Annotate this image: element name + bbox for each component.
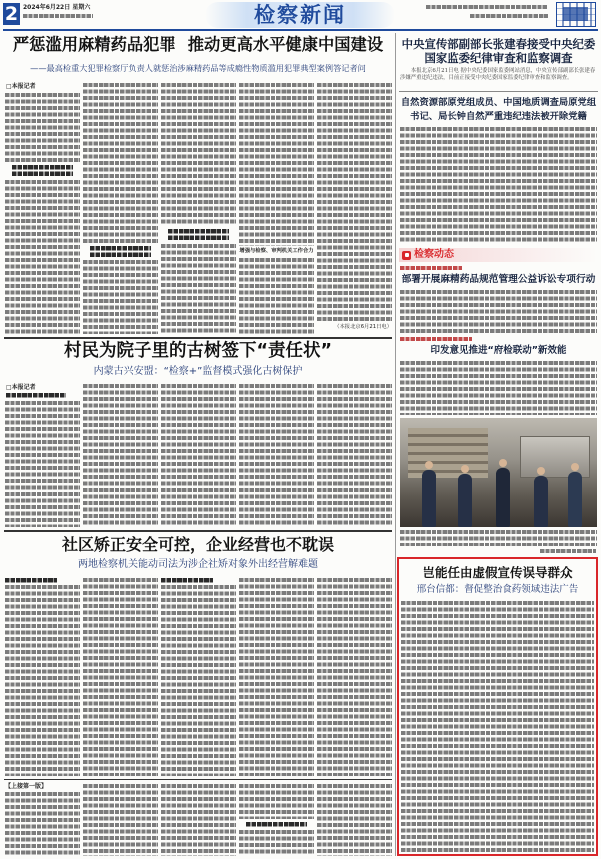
- tree-col-3-text: [161, 384, 236, 527]
- news1-body: 本报北京6月21日电 据中央纪委国家监委网站消息，中央宣传部副部长张建春涉嫌严重违纪违法，目前正接受中央纪委国家监委纪律审查和监察调查。: [400, 68, 596, 81]
- correction-headline: 社区矫正安全可控，企业经营也不耽误: [61, 535, 334, 554]
- dynamics-item1-headline: 部署开展麻精药品规范管理公益诉讼专项行动: [401, 274, 596, 285]
- lead-col-4-text: [239, 83, 314, 246]
- news2-headline: [399, 96, 598, 124]
- photo-person-head: [425, 461, 433, 469]
- tree-subheadline: 内蒙古兴安盟：“检察+”监督模式强化古树保护: [93, 366, 303, 377]
- photo-person-head: [537, 467, 545, 475]
- masthead-logo: [556, 2, 596, 27]
- news2-body: [400, 127, 597, 244]
- continued-col-4-text: [239, 784, 314, 819]
- correction-dateline-2: [161, 578, 213, 583]
- dynamics-item2-body: [400, 361, 597, 415]
- correction-col-1-text: [5, 585, 80, 776]
- correction-col-3-text: [161, 585, 236, 776]
- editor-credits: [426, 5, 548, 10]
- correction-col-2-text: [83, 578, 158, 776]
- photo-equipment: [520, 436, 590, 478]
- lead-headline-part1: 严惩滥用麻精药品犯罪: [12, 35, 176, 54]
- tree-col-5-text: [317, 384, 392, 527]
- page-number: 2: [4, 3, 19, 25]
- news2-headline-line2: 书记、局长钟自然严重违纪违法被开除党籍: [410, 111, 587, 122]
- lead-col-1-subhead: [12, 165, 73, 176]
- dynamics-item1-source-tag: [400, 266, 462, 271]
- lead-col-4-text-b: [239, 258, 314, 334]
- lead-headline-part2: 推动更高水平健康中国建设: [187, 35, 384, 54]
- lead-col-2-text: [83, 83, 158, 243]
- lead-headline: [4, 37, 392, 53]
- photo-credit: [540, 549, 596, 554]
- boxed-story-body: [401, 601, 594, 852]
- dynamics-item1-body: [400, 290, 597, 333]
- photo-person: [496, 468, 510, 527]
- dynamics-section-header: [399, 248, 598, 262]
- contact-phone: [470, 14, 548, 19]
- dynamics-item2-source-tag: [400, 337, 472, 342]
- tree-byline-correspondents: [6, 393, 66, 398]
- section-rule: [4, 779, 392, 780]
- correction-subheadline: 两地检察机关能动司法为涉企社矫对象外出经营解难题: [78, 559, 318, 570]
- lead-col-2-text-b: [83, 260, 158, 334]
- news1-headline: [399, 37, 598, 65]
- photo-shelf: [408, 428, 488, 478]
- column-divider: [395, 33, 396, 856]
- lead-byline: □本报记者: [6, 83, 36, 90]
- continued-col-1-text: [5, 792, 80, 856]
- news1-headline-line1: 中央宣传部副部长张建春接受中央纪委: [401, 37, 596, 51]
- continued-label: 【上接第一版】: [5, 783, 48, 790]
- lead-col-5-text: [317, 83, 392, 322]
- photo-person: [422, 470, 436, 527]
- section-title: 检察新闻: [254, 3, 346, 27]
- section-rule: [4, 337, 392, 339]
- continued-col-4-subhead: [246, 822, 307, 827]
- correction-col-5-text: [317, 578, 392, 776]
- tree-headline: 村民为院子里的古树签下“责任状”: [63, 341, 332, 361]
- boxed-story-subheadline: 邢台信都：督促整治食药领域违法广告: [416, 584, 579, 595]
- issue-date: 2024年6月22日 星期六: [23, 4, 91, 11]
- news2-headline-line1: 自然资源部原党组成员、中国地质调查局原党组: [400, 97, 597, 108]
- photo-person-head: [571, 463, 579, 471]
- lead-subheadline: ——最高检重大犯罪检察厅负责人就惩治涉麻精药品等成瘾性物质滥用犯罪典型案例答记者问: [30, 63, 366, 73]
- lead-col-3-text-b: [161, 244, 236, 334]
- tree-byline: □本报记者: [6, 384, 36, 391]
- lead-col-1-text: [5, 93, 80, 162]
- right-rule: [399, 91, 598, 92]
- photo-person-head: [499, 459, 507, 467]
- correction-col-4-text: [239, 578, 314, 776]
- lead-col-2-subhead: [90, 246, 151, 257]
- tree-col-1-text: [5, 401, 80, 527]
- photo-person: [534, 476, 548, 527]
- section-title-band: [205, 2, 395, 28]
- masthead-rule: [3, 29, 598, 31]
- news1-headline-line2: 国家监委纪律审查和监察调查: [424, 51, 573, 65]
- logo-mark: [563, 7, 588, 21]
- photo-person-head: [461, 465, 469, 473]
- email-line: [23, 14, 93, 19]
- lead-col-3-text: [161, 83, 236, 226]
- correction-dateline-1: [5, 578, 57, 583]
- continued-col-2-text: [83, 784, 158, 856]
- photo-person: [568, 472, 582, 527]
- section-rule: [4, 530, 392, 532]
- continued-col-3-text: [161, 784, 236, 856]
- lead-col-1-text-b: [5, 180, 80, 334]
- photo-person: [458, 474, 472, 527]
- dynamics-section-title: 检察动态: [414, 249, 454, 260]
- continued-col-5-text: [317, 784, 392, 856]
- section-square-icon: [402, 251, 411, 260]
- lead-dateline: （本报北京6月21日电）: [334, 324, 392, 330]
- tree-col-2-text: [83, 384, 158, 527]
- tree-col-4-text: [239, 384, 314, 527]
- photo-caption: [400, 530, 597, 546]
- continued-col-4-text-b: [239, 830, 314, 856]
- boxed-story-headline: 岂能任由虚假宣传误导群众: [422, 565, 573, 580]
- lead-subhead-cooperation: 增强与检察、审判机关工作合力: [239, 248, 314, 254]
- news-photo: [400, 418, 597, 527]
- lead-col-3-subhead: [168, 229, 229, 240]
- dynamics-item2-headline: 印发意见推进“府检联动”新效能: [430, 345, 567, 356]
